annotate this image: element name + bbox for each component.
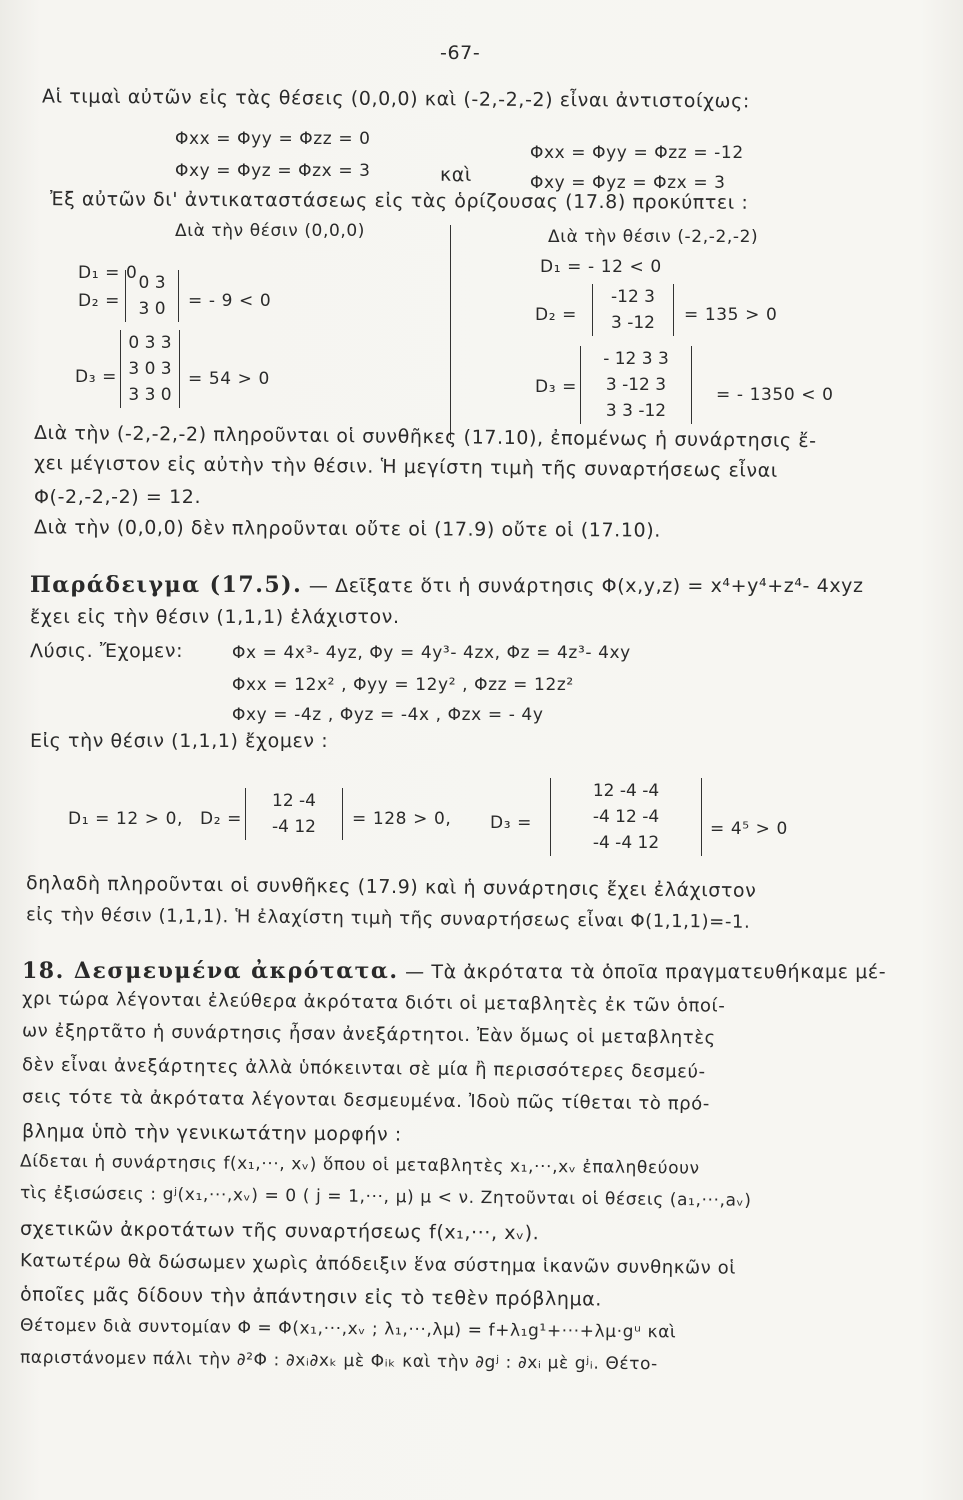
equation: Φxx = 12x² , Φyy = 12y² , Φzz = 12z² <box>232 675 574 695</box>
equation: D₃ = <box>535 377 577 397</box>
text-line: Εἰς τὴν θέσιν (1,1,1) ἔχομεν : <box>30 730 329 752</box>
text-line: δηλαδὴ πληροῦνται οἱ συνθῆκες (17.9) καὶ ἡ συνάρτησις ἔχει ἐλάχιστον <box>25 872 757 902</box>
text-line: Αἱ τιμαὶ αὐτῶν εἰς τὰς θέσεις (0,0,0) καὶ (-2,-2,-2) εἶναι ἀντιστοίχως: <box>41 85 750 113</box>
text-line: δὲν εἶναι ἀνεξάρτητες ἀλλὰ ὑπόκεινται σὲ μία ἢ περισσότερες δεσμεύ- <box>21 1054 706 1083</box>
text-line: Θέτομεν διὰ συντομίαν Φ = Φ(x₁,···,xᵥ ; λ₁,···,λμ) = f+λ₁g¹+···+λμ·gᵘ καὶ <box>19 1315 677 1343</box>
text-line: ὁποῖες μᾶς δίδουν τὴν ἀπάντησιν εἰς τὸ τεθὲν πρόβλημα. <box>19 1283 603 1311</box>
text-line: σχετικῶν ἀκροτάτων τῆς συναρτήσεως f(x₁,···, xᵥ). <box>19 1217 540 1245</box>
text-line: Διὰ τὴν θέσιν (0,0,0) <box>175 221 366 241</box>
equation: D₁ = 12 > 0, <box>68 809 184 829</box>
equation: Φxy = -4z , Φyz = -4x , Φzx = - 4y <box>232 705 544 725</box>
text-line: Ἐξ αὐτῶν δι' ἀντικαταστάσεως εἰς τὰς ὁρίζουσας (17.8) προκύπτει : <box>49 188 749 214</box>
text-line: τὶς ἐξισώσεις : gʲ(x₁,···,xᵥ) = 0 ( j = 1,···, μ) μ < ν. Ζητοῦνται οἱ θέσεις (a₁,···,aᵥ) <box>19 1183 752 1211</box>
column-divider <box>450 225 451 440</box>
text-line: Διὰ τὴν (-2,-2,-2) πληροῦνται οἱ συνθῆκες (17.10), ἐπομένως ἡ συνάρτησις ἔ- <box>33 421 817 453</box>
text-line: εἰς τὴν θέσιν (1,1,1). Ἡ ἐλαχίστη τιμὴ τῆς συναρτήσεως εἶναι Φ(1,1,1)=-1. <box>25 904 751 933</box>
equation: Φxx = Φyy = Φzz = 0 <box>175 129 371 149</box>
determinant-2x2: 12 -4 -4 12 <box>245 788 343 840</box>
equation: = - 1350 < 0 <box>716 385 834 405</box>
equation: D₃ = <box>75 367 117 387</box>
determinant-2x2: -12 3 3 -12 <box>592 284 674 336</box>
section-text: — Τὰ ἀκρότατα τὰ ὁποῖα πραγματευθήκαμε μέ- <box>405 961 887 983</box>
equation: D₁ = - 12 < 0 <box>540 257 662 277</box>
text-line: Διὰ τὴν θέσιν (-2,-2,-2) <box>548 227 759 247</box>
solution-label: Λύσις. Ἔχομεν: <box>30 640 184 662</box>
text-line: βλημα ὑπὸ τὴν γενικωτάτην μορφήν : <box>21 1120 402 1146</box>
text-line: παριστάνομεν πάλι τὴν ∂²Φ : ∂xᵢ∂xₖ μὲ Φᵢₖ καὶ τὴν ∂gʲ : ∂xᵢ μὲ gʲᵢ. Θέτο- <box>19 1347 658 1375</box>
equation: D₃ = <box>490 813 532 833</box>
equation: = 135 > 0 <box>684 305 778 325</box>
text-line: Κατωτέρω θὰ δώσωμεν χωρὶς ἀπόδειξιν ἕνα σύστημα ἱκανῶν συνθηκῶν οἱ <box>19 1250 737 1279</box>
text-line: καὶ <box>440 164 472 186</box>
example-text: — Δεῖξατε ὅτι ἡ συνάρτησις Φ(x,y,z) = x⁴+y⁴+z⁴- 4xyz <box>308 575 864 597</box>
section-heading <box>22 960 886 983</box>
equation: = 54 > 0 <box>188 369 270 389</box>
example-title: Παράδειγμα (17.5). <box>30 572 303 598</box>
text-line: ἔχει εἰς τὴν θέσιν (1,1,1) ἐλάχιστον. <box>30 606 400 628</box>
text-line: ων ἐξηρτᾶτο ἡ συνάρτησις ἦσαν ἀνεξάρτητοι. Ἐὰν ὅμως οἱ μεταβλητὲς <box>21 1020 716 1049</box>
equation: Φxy = Φyz = Φzx = 3 <box>530 173 726 193</box>
text-line: χει μέγιστον εἰς αὐτὴν τὴν θέσιν. Ἡ μεγίστη τιμὴ τῆς συναρτήσεως εἶναι <box>33 452 778 482</box>
text-line: σεις τότε τὰ ἀκρότατα λέγονται δεσμευμένα. Ἰδοὺ πῶς τίθεται τὸ πρό- <box>21 1086 711 1115</box>
determinant-3x3: 12 -4 -4 -4 12 -4 -4 -4 12 <box>550 778 702 856</box>
equation: Φxx = Φyy = Φzz = -12 <box>530 143 744 163</box>
text-line: Διὰ τὴν (0,0,0) δὲν πληροῦνται οὔτε οἱ (17.9) οὔτε οἱ (17.10). <box>33 516 661 542</box>
determinant-3x3: - 12 3 3 3 -12 3 3 3 -12 <box>580 346 692 424</box>
equation: D₂ = <box>535 305 577 325</box>
equation: D₂ = <box>200 809 242 829</box>
text-line: χρι τώρα λέγονται ἐλεύθερα ἀκρότατα διότι οἱ μεταβλητὲς ἐκ τῶν ὁποί- <box>21 988 726 1017</box>
text-line: Δίδεται ἡ συνάρτησις f(x₁,···, xᵥ) ὅπου οἱ μεταβλητὲς x₁,···,xᵥ ἐπαληθεύουν <box>19 1151 700 1179</box>
determinant-3x3: 0 3 3 3 0 3 3 3 0 <box>120 330 180 408</box>
equation: Φx = 4x³- 4yz, Φy = 4y³- 4zx, Φz = 4z³- 4xy <box>232 643 631 663</box>
equation: Φxy = Φyz = Φzx = 3 <box>175 161 371 181</box>
equation: = 128 > 0, <box>352 809 452 829</box>
equation: D₁ = 0 <box>78 263 138 283</box>
equation: = 4⁵ > 0 <box>710 819 788 839</box>
equation: = - 9 < 0 <box>188 291 272 311</box>
text-line: Φ(-2,-2,-2) = 12. <box>34 486 202 508</box>
equation: D₂ = <box>78 291 120 311</box>
page-number: -67- <box>440 42 481 64</box>
example-heading <box>30 574 864 597</box>
determinant-2x2: 0 3 3 0 <box>125 270 179 322</box>
section-title: 18. Δεσμευμένα ἀκρότατα. <box>22 958 399 984</box>
